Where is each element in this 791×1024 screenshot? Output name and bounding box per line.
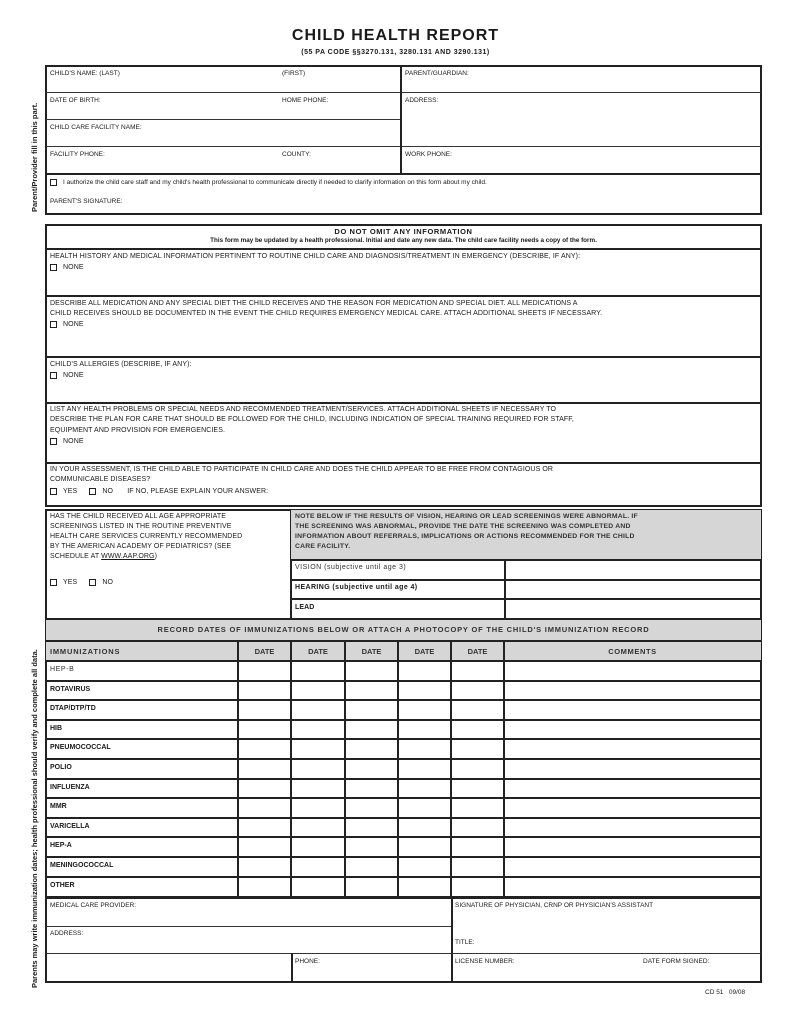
provider-address-field[interactable] (47, 939, 449, 952)
health-problems-line2: DESCRIBE THE PLAN FOR CARE THAT SHOULD BE FOLLOWED FOR THE CHILD, INCLUDING INDICATION OF SPECIAL TRAINING REQUIRED FOR STAFF, (50, 416, 574, 423)
aap-link[interactable]: WWW.AAP.ORG (101, 553, 155, 560)
date-form-signed-field[interactable] (643, 967, 758, 981)
screening-note-line4: CARE FACILITY. (295, 543, 351, 550)
date-form-signed-label: DATE FORM SIGNED: (643, 958, 710, 965)
health-problems-none-checkbox[interactable] (50, 438, 57, 445)
screening-note-line3: INFORMATION ABOUT REFERRALS, IMPLICATIONS OR ACTIONS RECOMMENDED FOR THE CHILD (295, 533, 635, 540)
col-date-2: DATE (308, 647, 328, 656)
health-problems-field[interactable] (47, 448, 759, 461)
allergies-label: CHILD'S ALLERGIES (DESCRIBE, IF ANY): (50, 361, 192, 368)
medication-none-checkbox[interactable] (50, 321, 57, 328)
col-date-4: DATE (414, 647, 435, 656)
assessment-explain-field[interactable] (220, 485, 755, 503)
provider-phone-field[interactable] (295, 967, 449, 981)
col-date-3: DATE (361, 647, 382, 656)
parent-signature-field[interactable] (130, 195, 750, 211)
authorize-text: I authorize the child care staff and my child's health professional to communicate directly if needed to clarify information on this form about my child. (63, 179, 487, 187)
work-phone-label: WORK PHONE: (405, 151, 452, 158)
health-problems-line1: LIST ANY HEALTH PROBLEMS OR SPECIAL NEEDS AND RECOMMENDED TREATMENT/SERVICES. ATTACH ADDITIONAL SHEETS IF NECESSARY TO (50, 406, 557, 413)
immunization-name: POLIO (50, 764, 72, 771)
no-label: NO (102, 488, 114, 495)
immunization-name: INFLUENZA (50, 784, 90, 791)
screening-yes-checkbox[interactable] (50, 579, 57, 586)
medical-care-provider-field[interactable] (47, 911, 449, 925)
physician-signature-label: SIGNATURE OF PHYSICIAN, CRNP OR PHYSICIAN'S ASSISTANT (455, 902, 654, 909)
assessment-yes-checkbox[interactable] (50, 488, 57, 495)
immunization-name: MMR (50, 803, 67, 810)
date-of-birth-field[interactable] (47, 106, 277, 118)
page-subtitle: (55 PA CODE §§3270.131, 3280.131 AND 3290.131) (301, 49, 490, 56)
immunization-name: HEP-A (50, 842, 72, 849)
yes-label: YES (63, 579, 78, 586)
vision-result-field[interactable] (507, 562, 759, 577)
side-label-top: Parent/Provider fill in this part. (30, 102, 39, 212)
health-history-none-checkbox[interactable] (50, 264, 57, 271)
hearing-result-field[interactable] (507, 582, 759, 597)
health-history-label: HEALTH HISTORY AND MEDICAL INFORMATION PERTINENT TO ROUTINE CHILD CARE AND DIAGNOSIS/TREATMENT IN EMERGENCY (DESCRIBE, IF ANY): (50, 253, 581, 260)
assessment-line2: COMMUNICABLE DISEASES? (50, 476, 151, 483)
work-phone-field[interactable] (405, 160, 755, 172)
immunization-name: HIB (50, 725, 63, 732)
parent-guardian-field[interactable] (405, 80, 755, 91)
col-date-1: DATE (254, 647, 275, 656)
title-field[interactable] (475, 936, 758, 951)
screening-question-line3: HEALTH CARE SERVICES CURRENTLY RECOMMENDED (50, 533, 243, 540)
none-label: NONE (63, 264, 84, 271)
no-label: NO (102, 579, 114, 586)
if-no-explain-label: IF NO, PLEASE EXPLAIN YOUR ANSWER: (127, 488, 269, 495)
provider-address-line2-field[interactable] (47, 955, 289, 981)
immunization-name: VARICELLA (50, 823, 90, 830)
col-immunizations: IMMUNIZATIONS (50, 647, 121, 656)
home-phone-field[interactable] (282, 106, 397, 118)
health-problems-line3: EQUIPMENT AND PROVISION FOR EMERGENCIES. (50, 427, 226, 434)
county-label: COUNTY: (282, 151, 311, 158)
immunization-name: OTHER (50, 882, 75, 889)
immunization-name: MENINGOCOCCAL (50, 862, 114, 869)
provider-address-label: ADDRESS: (50, 930, 84, 937)
col-comments: COMMENTS (608, 647, 657, 656)
physician-signature-field[interactable] (455, 911, 758, 935)
county-field[interactable] (282, 160, 397, 172)
authorize-checkbox[interactable] (50, 179, 57, 186)
assessment-line1: IN YOUR ASSESSMENT, IS THE CHILD ABLE TO PARTICIPATE IN CHILD CARE AND DOES THE CHILD APPEAR TO BE FREE FROM CONTAGIOUS OR (50, 466, 554, 473)
address-field[interactable] (405, 106, 755, 144)
screening-no-checkbox[interactable] (89, 579, 96, 586)
vision-label: VISION (subjective until age 3) (295, 564, 407, 571)
immunization-name: PNEUMOCOCCAL (50, 744, 111, 751)
lead-label: LEAD (295, 604, 315, 611)
facility-name-label: CHILD CARE FACILITY NAME: (50, 124, 142, 131)
medication-label-line2: CHILD RECEIVES SHOULD BE DOCUMENTED IN THE EVENT THE CHILD REQUIRES EMERGENCY MEDICAL CARE. ATTACH ADDITIONAL SHEETS IF NECESSARY. (50, 310, 603, 317)
yes-label: YES (63, 488, 78, 495)
none-label: NONE (63, 372, 84, 379)
medication-label-line1: DESCRIBE ALL MEDICATION AND ANY SPECIAL DIET THE CHILD RECEIVES AND THE REASON FOR MEDICATION AND SPECIAL DIET. ALL MEDICATIONS A (50, 300, 578, 307)
none-label: NONE (63, 438, 84, 445)
lead-result-field[interactable] (507, 601, 759, 616)
facility-phone-field[interactable] (47, 160, 277, 172)
side-label-bottom: Parents may write immunization dates; health professional should verify and complete all data. (30, 649, 39, 988)
childs-name-first-field[interactable] (282, 80, 397, 91)
facility-name-field[interactable] (47, 133, 397, 145)
title-label: TITLE: (455, 939, 475, 946)
immunization-name: DTAP/DTP/TD (50, 705, 96, 712)
childs-name-last-label: CHILD'S NAME: (LAST) (50, 70, 120, 77)
do-not-omit-heading: DO NOT OMIT ANY INFORMATION (334, 227, 473, 236)
screening-question-line5: SCHEDULE AT (50, 553, 102, 560)
immunization-name: ROTAVIRUS (50, 686, 91, 693)
immunization-banner-text: RECORD DATES OF IMMUNIZATIONS BELOW OR ATTACH A PHOTOCOPY OF THE CHILD'S IMMUNIZATION RECORD (157, 625, 650, 634)
screening-question-suffix: ) (154, 553, 158, 560)
page-title: CHILD HEALTH REPORT (291, 27, 500, 44)
screening-question-line1: HAS THE CHILD RECEIVED ALL AGE APPROPRIATE (50, 513, 227, 520)
address-label: ADDRESS: (405, 97, 439, 104)
allergies-none-checkbox[interactable] (50, 372, 57, 379)
medication-field[interactable] (47, 331, 759, 355)
health-history-field[interactable] (47, 274, 759, 294)
date-of-birth-label: DATE OF BIRTH: (50, 97, 101, 104)
childs-name-first-label: (FIRST) (282, 70, 306, 77)
allergies-field[interactable] (47, 382, 759, 401)
screening-note-line1: NOTE BELOW IF THE RESULTS OF VISION, HEARING OR LEAD SCREENINGS WERE ABNORMAL. IF (295, 513, 638, 520)
hearing-label: HEARING (subjective until age 4) (295, 584, 418, 591)
none-label: NONE (63, 321, 84, 328)
childs-name-last-field[interactable] (47, 80, 277, 91)
parent-guardian-label: PARENT/GUARDIAN: (405, 70, 469, 77)
license-number-field[interactable] (455, 967, 635, 981)
update-note: This form may be updated by a health professional. Initial and date any new data. The child care facility needs a copy of the form. (210, 237, 597, 244)
assessment-no-checkbox[interactable] (89, 488, 96, 495)
immunization-date-grid[interactable] (239, 662, 760, 896)
parent-signature-label: PARENT'S SIGNATURE: (50, 198, 123, 205)
immunization-name: HEP-B (50, 666, 75, 673)
screening-question-line4: BY THE AMERICAN ACADEMY OF PEDIATRICS? (SEE (50, 543, 232, 550)
facility-phone-label: FACILITY PHONE: (50, 151, 105, 158)
form-code: CD 51 09/08 (705, 989, 746, 996)
home-phone-label: HOME PHONE: (282, 97, 329, 104)
license-number-label: LICENSE NUMBER: (455, 958, 515, 965)
provider-phone-label: PHONE: (295, 958, 320, 965)
medical-care-provider-label: MEDICAL CARE PROVIDER: (50, 902, 137, 909)
col-date-5: DATE (467, 647, 488, 656)
screening-note-line2: THE SCREENING WAS ABNORMAL, PROVIDE THE DATE THE SCREENING WAS COMPLETED AND (295, 523, 631, 530)
screening-question-line2: SCREENINGS LISTED IN THE ROUTINE PREVENTIVE (50, 523, 232, 530)
